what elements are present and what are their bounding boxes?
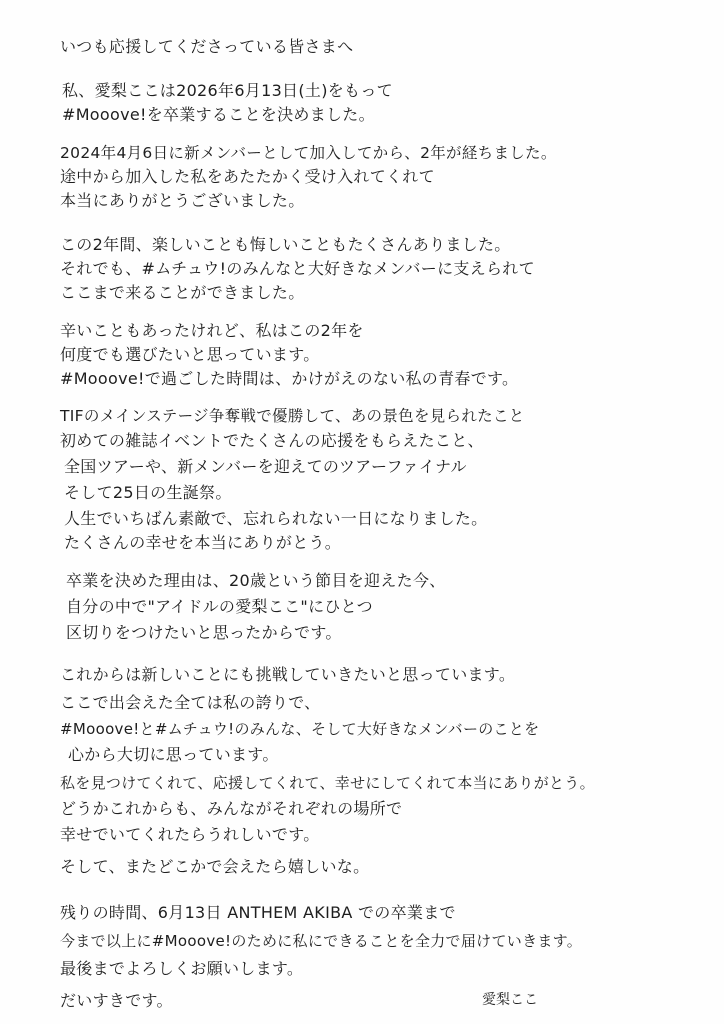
letter-line: 私、愛梨ここは2026年6月13日(土)をもって	[62, 81, 393, 100]
letter-line: 残りの時間、6月13日 ANTHEM AKIBA での卒業まで	[60, 903, 456, 922]
letter-line: 辛いこともあったけれど、私はこの2年を	[60, 321, 364, 340]
letter-line: 本当にありがとうございました。	[60, 191, 305, 210]
letter-line: 初めての雑誌イベントでたくさんの応援をもらえたこと、	[60, 431, 484, 450]
letter-line: TIFのメインステージ争奪戦で優勝して、あの景色を見られたこと	[60, 407, 525, 425]
letter-line: 最後までよろしくお願いします。	[60, 959, 304, 978]
letter-line: 今まで以上に#Mooove!のために私にできることを全力で届けていきます。	[60, 932, 583, 950]
letter-line: これからは新しいことにも挑戦していきたいと思っています。	[60, 665, 516, 684]
letter-line: 自分の中で"アイドルの愛梨ここ"にひとつ	[66, 597, 373, 616]
letter-line: 何度でも選びたいと思っています。	[60, 345, 320, 364]
letter-line: 全国ツアーや、新メンバーを迎えてのツアーファイナル	[64, 457, 467, 476]
letter-line: 私を見つけてくれて、応援してくれて、幸せにしてくれて本当にありがとう。	[60, 774, 595, 792]
letter-closing: だいすきです。	[60, 991, 173, 1010]
letter-line: 人生でいちばん素敵で、忘れられない一日になりました。	[64, 509, 488, 528]
letter-line: 幸せでいてくれたらうれしいです。	[60, 825, 320, 844]
letter-line: ここで出会えた全ては私の誇りで、	[60, 693, 321, 712]
letter-line: 途中から加入した私をあたたかく受け入れてくれて	[60, 167, 435, 186]
letter-line: たくさんの幸せを本当にありがとう。	[64, 533, 342, 552]
letter-line: 2024年4月6日に新メンバーとして加入してから、2年が経ちました。	[60, 144, 557, 162]
letter-line: 卒業を決めた理由は、20歳という節目を迎えた今、	[66, 571, 446, 590]
letter-line: そして25日の生誕祭。	[64, 483, 232, 502]
letter-line: どうかこれからも、みんながそれぞれの場所で	[60, 799, 403, 818]
letter-line: 区切りをつけたいと思ったからです。	[66, 623, 342, 642]
letter-line: この2年間、楽しいことも悔しいこともたくさんありました。	[60, 235, 511, 254]
letter-line: #Mooove!を卒業することを決めました。	[62, 105, 375, 124]
letter-line: そして、またどこかで会えたら嬉しいな。	[60, 857, 370, 876]
letter-signature: 愛梨ここ	[482, 992, 538, 1008]
letter-line: #Mooove!と#ムチュウ!のみんな、そして大好きなメンバーのことを	[60, 720, 540, 738]
letter-line: それでも、#ムチュウ!のみんなと大好きなメンバーに支えられて	[60, 259, 535, 278]
letter-line: #Mooove!で過ごした時間は、かけがえのない私の青春です。	[60, 369, 519, 388]
letter-line: 心から大切に思っています。	[68, 745, 279, 764]
letter-greeting: いつも応援してくださっている皆さまへ	[60, 37, 354, 56]
letter-line: ここまで来ることができました。	[60, 283, 305, 302]
